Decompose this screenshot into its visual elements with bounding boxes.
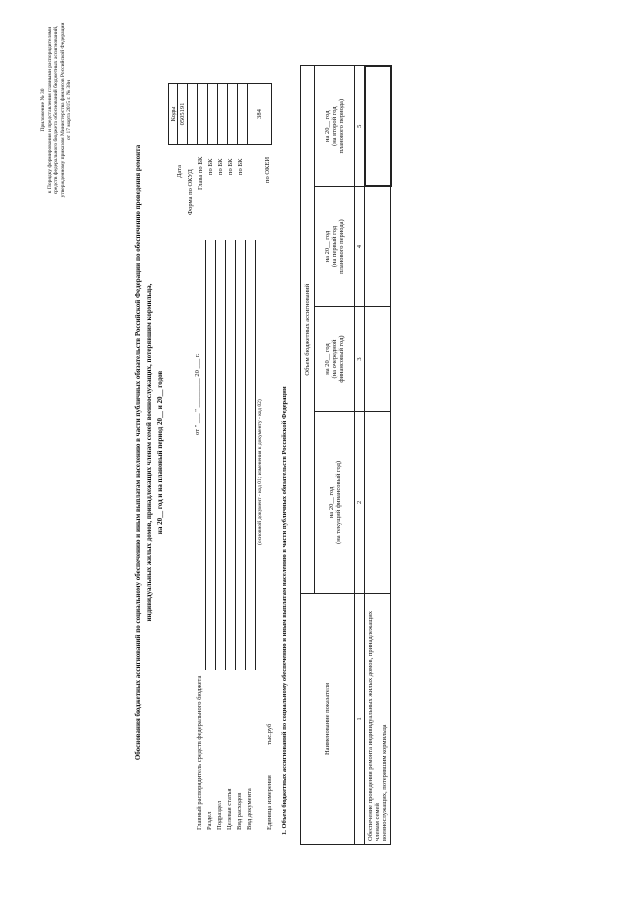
row-label [365, 594, 391, 845]
header-year-current [315, 411, 355, 593]
field-underline [245, 240, 246, 670]
col-number: 2 [355, 411, 365, 593]
field-label: Целевая статья [226, 788, 233, 830]
field-underline [255, 240, 256, 670]
value-cell[interactable] [365, 66, 391, 186]
code-cell[interactable] [218, 84, 228, 145]
codes-label: по БК [207, 158, 214, 175]
codes-label: по БК [237, 158, 244, 175]
field-underline [235, 240, 236, 670]
col-number: 5 [355, 66, 365, 186]
row-text: Обеспечение проведения ремонта индивидуальных жилых домов, принадлежащих членам семей [367, 611, 381, 841]
codes-label: по БК [227, 158, 234, 175]
header-group: Объем бюджетных ассигнований [301, 66, 315, 594]
row-text: военнослужащих, потерявшим кормильца [381, 724, 388, 841]
header-plan-2 [315, 66, 355, 186]
appendix-line: средств федерального бюджета обоснований бюджетных ассигнований, [53, 25, 59, 195]
value-cell[interactable] [365, 411, 391, 593]
codes-label: Глава по БК [197, 156, 204, 190]
header-text: финансовый год) [338, 335, 345, 383]
col-number: 4 [355, 186, 365, 306]
code-cell[interactable] [208, 84, 218, 145]
field-note: (основной документ - код 01; изменения к документу - код 02) [257, 399, 263, 545]
codes-label: по БК [217, 158, 224, 175]
header-text: на 20__ год [324, 230, 331, 263]
header-text: (на текущий финансовый год) [334, 460, 342, 544]
header-text: на 20__ год [327, 486, 335, 519]
appendix-block [40, 15, 73, 205]
field-label: Вид документа [246, 788, 253, 830]
header-year-next [315, 307, 355, 412]
value-cell[interactable] [365, 307, 391, 412]
code-cell[interactable] [188, 84, 198, 145]
code-cell[interactable] [198, 84, 208, 145]
section-heading: 1. Объем бюджетных ассигнований по социальному обеспечению и иным выплатам населению в части публичных обязательств Российской Федерации [281, 386, 288, 835]
field-label: Вид расходов [236, 792, 243, 830]
field-label: Главный распорядитель средств федерального бюджета [196, 675, 203, 830]
value-cell[interactable] [365, 186, 391, 306]
header-text: на 20__ год [324, 110, 331, 142]
appendix-line: Приложение № 30 [40, 88, 46, 132]
appendix-line: от 17 марта 2015 г. № 38н [66, 80, 72, 141]
header-plan-1 [315, 186, 355, 306]
document-title-line3: на 20__ год и на плановый период 20__ и 20__ годов [156, 370, 164, 535]
field-label: Единица измерения [266, 775, 273, 830]
header-text: на 20__ год [324, 343, 331, 375]
document-title: Обоснования бюджетных ассигнований по социальному обеспечению и иным выплатам населению в части публичных обязательств Российской Федерации по обеспечению проведения ремонта [134, 144, 142, 761]
okei-code: 384 [248, 84, 272, 145]
field-underline [215, 240, 216, 670]
header-text: (на очередной [331, 339, 338, 379]
okud-code: 0505191 [178, 84, 188, 145]
appendix-line: к Порядку формирования и представления главными распорядителями [46, 26, 53, 194]
document-title-line2: индивидуальных жилых домов, принадлежащих членам семей военнослужащих, потерявшим кормильца, [145, 283, 153, 622]
codes-label: Дата [176, 165, 183, 178]
codes-label: Форма по ОКУД [187, 169, 194, 215]
header-text: планового периода) [338, 219, 345, 274]
col-number: 3 [355, 307, 365, 412]
code-cell[interactable] [238, 84, 248, 145]
header-text: (на первый год [331, 225, 338, 268]
appendix-line: утвержденному приказом Министерства финансов Российской Федерации [59, 22, 66, 198]
header-text: (на второй год [331, 106, 338, 146]
field-underline [225, 240, 226, 670]
date-line: от " ___ " _________ 20 ___ г. [194, 353, 201, 435]
unit-value: тыс.руб [266, 723, 273, 745]
codes-label: по ОКЕИ [264, 156, 271, 183]
field-label: Подраздел [216, 800, 223, 830]
field-underline [205, 240, 206, 670]
codes-header: Коды [169, 84, 178, 145]
code-cell[interactable] [228, 84, 238, 145]
col-number: 1 [355, 594, 365, 845]
field-label: Раздел [206, 811, 213, 830]
codes-box [168, 83, 272, 145]
budget-table [300, 65, 392, 845]
header-text: планового периода) [338, 98, 345, 154]
header-name: Наименование показателя [301, 594, 355, 845]
